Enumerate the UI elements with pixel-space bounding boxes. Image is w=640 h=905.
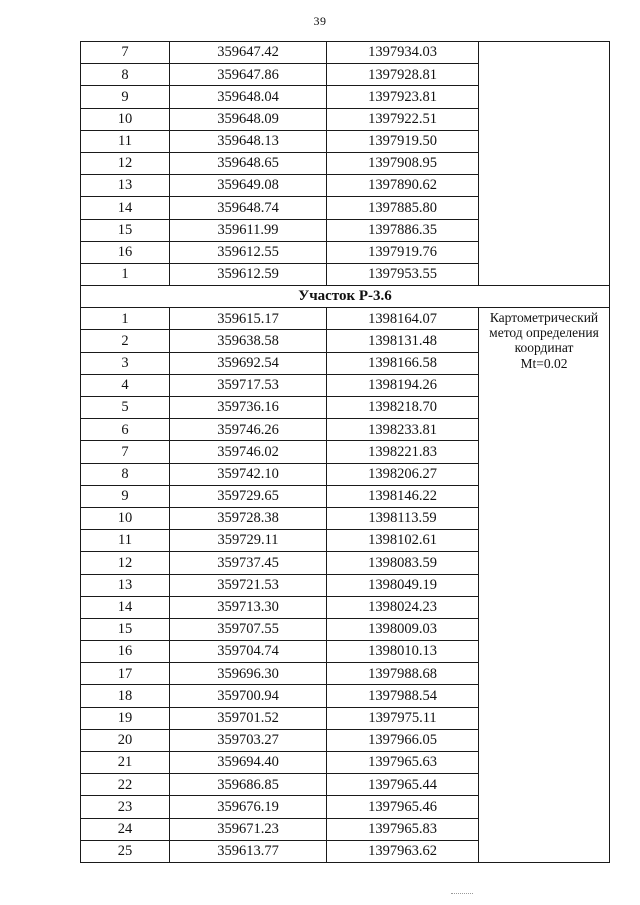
y-coordinate-cell: 1397965.46 <box>327 796 479 818</box>
y-coordinate-cell: 1397890.62 <box>327 175 479 197</box>
point-number-cell: 6 <box>81 419 170 441</box>
coordinates-table <box>80 41 610 863</box>
x-coordinate-cell: 359707.55 <box>170 618 327 640</box>
y-coordinate-cell: 1397922.51 <box>327 108 479 130</box>
y-coordinate-cell: 1398113.59 <box>327 507 479 529</box>
point-number-cell: 10 <box>81 108 170 130</box>
x-coordinate-cell: 359648.04 <box>170 86 327 108</box>
point-number-cell: 1 <box>81 308 170 330</box>
x-coordinate-cell: 359736.16 <box>170 397 327 419</box>
y-coordinate-cell: 1397953.55 <box>327 263 479 285</box>
y-coordinate-cell: 1397965.63 <box>327 752 479 774</box>
point-number-cell: 16 <box>81 241 170 263</box>
point-number-cell: 2 <box>81 330 170 352</box>
y-coordinate-cell: 1397965.83 <box>327 818 479 840</box>
y-coordinate-cell: 1398010.13 <box>327 641 479 663</box>
y-coordinate-cell: 1397885.80 <box>327 197 479 219</box>
x-coordinate-cell: 359729.11 <box>170 530 327 552</box>
y-coordinate-cell: 1397923.81 <box>327 86 479 108</box>
x-coordinate-cell: 359612.55 <box>170 241 327 263</box>
point-number-cell: 15 <box>81 219 170 241</box>
x-coordinate-cell: 359612.59 <box>170 263 327 285</box>
y-coordinate-cell: 1398049.19 <box>327 574 479 596</box>
y-coordinate-cell: 1397908.95 <box>327 152 479 174</box>
point-number-cell: 13 <box>81 175 170 197</box>
x-coordinate-cell: 359729.65 <box>170 485 327 507</box>
x-coordinate-cell: 359648.09 <box>170 108 327 130</box>
y-coordinate-cell: 1398164.07 <box>327 308 479 330</box>
x-coordinate-cell: 359696.30 <box>170 663 327 685</box>
point-number-cell: 1 <box>81 263 170 285</box>
y-coordinate-cell: 1398131.48 <box>327 330 479 352</box>
coordinates-table-body <box>81 42 610 863</box>
x-coordinate-cell: 359615.17 <box>170 308 327 330</box>
y-coordinate-cell: 1397988.54 <box>327 685 479 707</box>
point-number-cell: 15 <box>81 618 170 640</box>
point-number-cell: 7 <box>81 42 170 64</box>
x-coordinate-cell: 359746.02 <box>170 441 327 463</box>
y-coordinate-cell: 1398009.03 <box>327 618 479 640</box>
x-coordinate-cell: 359704.74 <box>170 641 327 663</box>
y-coordinate-cell: 1398102.61 <box>327 530 479 552</box>
method-note-line: Mt=0.02 <box>520 355 568 371</box>
y-coordinate-cell: 1397919.50 <box>327 130 479 152</box>
x-coordinate-cell: 359728.38 <box>170 507 327 529</box>
point-number-cell: 13 <box>81 574 170 596</box>
y-coordinate-cell: 1397919.76 <box>327 241 479 263</box>
x-coordinate-cell: 359638.58 <box>170 330 327 352</box>
y-coordinate-cell: 1397965.44 <box>327 774 479 796</box>
x-coordinate-cell: 359721.53 <box>170 574 327 596</box>
x-coordinate-cell: 359649.08 <box>170 175 327 197</box>
y-coordinate-cell: 1397963.62 <box>327 840 479 862</box>
y-coordinate-cell: 1398194.26 <box>327 374 479 396</box>
x-coordinate-cell: 359613.77 <box>170 840 327 862</box>
point-number-cell: 5 <box>81 397 170 419</box>
point-number-cell: 17 <box>81 663 170 685</box>
point-number-cell: 8 <box>81 463 170 485</box>
x-coordinate-cell: 359647.86 <box>170 64 327 86</box>
point-number-cell: 11 <box>81 530 170 552</box>
x-coordinate-cell: 359692.54 <box>170 352 327 374</box>
y-coordinate-cell: 1398166.58 <box>327 352 479 374</box>
y-coordinate-cell: 1397934.03 <box>327 42 479 64</box>
point-number-cell: 3 <box>81 352 170 374</box>
x-coordinate-cell: 359648.13 <box>170 130 327 152</box>
point-number-cell: 19 <box>81 707 170 729</box>
x-coordinate-cell: 359746.26 <box>170 419 327 441</box>
y-coordinate-cell: 1397928.81 <box>327 64 479 86</box>
y-coordinate-cell: 1398233.81 <box>327 419 479 441</box>
x-coordinate-cell: 359671.23 <box>170 818 327 840</box>
y-coordinate-cell: 1398218.70 <box>327 397 479 419</box>
method-note-line: координат <box>514 340 574 356</box>
point-number-cell: 12 <box>81 152 170 174</box>
x-coordinate-cell: 359742.10 <box>170 463 327 485</box>
point-number-cell: 18 <box>81 685 170 707</box>
x-coordinate-cell: 359686.85 <box>170 774 327 796</box>
y-coordinate-cell: 1397966.05 <box>327 729 479 751</box>
x-coordinate-cell: 359701.52 <box>170 707 327 729</box>
point-number-cell: 12 <box>81 552 170 574</box>
x-coordinate-cell: 359647.42 <box>170 42 327 64</box>
section-title: Участок Р-3.6 <box>81 286 610 308</box>
point-number-cell: 7 <box>81 441 170 463</box>
y-coordinate-cell: 1398024.23 <box>327 596 479 618</box>
point-number-cell: 14 <box>81 197 170 219</box>
point-number-cell: 16 <box>81 641 170 663</box>
x-coordinate-cell: 359676.19 <box>170 796 327 818</box>
point-number-cell: 23 <box>81 796 170 818</box>
y-coordinate-cell: 1398221.83 <box>327 441 479 463</box>
footer-scan-mark <box>451 893 473 896</box>
y-coordinate-cell: 1397886.35 <box>327 219 479 241</box>
x-coordinate-cell: 359700.94 <box>170 685 327 707</box>
x-coordinate-cell: 359713.30 <box>170 596 327 618</box>
point-number-cell: 14 <box>81 596 170 618</box>
y-coordinate-cell: 1397975.11 <box>327 707 479 729</box>
point-number-cell: 9 <box>81 485 170 507</box>
x-coordinate-cell: 359694.40 <box>170 752 327 774</box>
point-number-cell: 11 <box>81 130 170 152</box>
x-coordinate-cell: 359717.53 <box>170 374 327 396</box>
x-coordinate-cell: 359648.65 <box>170 152 327 174</box>
point-number-cell: 4 <box>81 374 170 396</box>
y-coordinate-cell: 1398206.27 <box>327 463 479 485</box>
point-number-cell: 20 <box>81 729 170 751</box>
section-header-row <box>81 286 610 308</box>
point-number-cell: 22 <box>81 774 170 796</box>
method-note-line: метод определения <box>489 325 599 341</box>
y-coordinate-cell: 1398083.59 <box>327 552 479 574</box>
point-number-cell: 25 <box>81 840 170 862</box>
point-number-cell: 21 <box>81 752 170 774</box>
method-note-cell <box>479 308 610 863</box>
point-number-cell: 10 <box>81 507 170 529</box>
table-row <box>81 42 610 64</box>
y-coordinate-cell: 1397988.68 <box>327 663 479 685</box>
note-cell-empty <box>479 42 610 286</box>
point-number-cell: 8 <box>81 64 170 86</box>
x-coordinate-cell: 359737.45 <box>170 552 327 574</box>
x-coordinate-cell: 359648.74 <box>170 197 327 219</box>
x-coordinate-cell: 359703.27 <box>170 729 327 751</box>
method-note-line: Картометрический <box>489 310 599 326</box>
x-coordinate-cell: 359611.99 <box>170 219 327 241</box>
table-row <box>81 308 610 330</box>
page-number: 39 <box>313 14 327 28</box>
point-number-cell: 9 <box>81 86 170 108</box>
y-coordinate-cell: 1398146.22 <box>327 485 479 507</box>
point-number-cell: 24 <box>81 818 170 840</box>
